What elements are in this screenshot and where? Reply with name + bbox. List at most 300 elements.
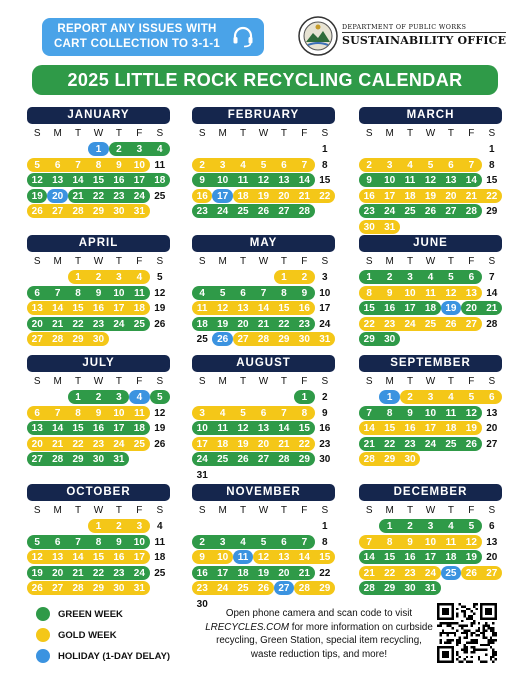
day-cell: 17 [192, 437, 212, 451]
day-cell: 13 [47, 173, 67, 187]
day-cell: 9 [88, 286, 108, 300]
empty-cell [400, 141, 420, 157]
day-cell: 19 [420, 189, 440, 203]
weekday-label: S [365, 376, 373, 387]
day-cell: 9 [294, 286, 314, 300]
day-cell: 23 [319, 438, 331, 450]
day-cell: 15 [68, 421, 88, 435]
weekday-label: T [240, 376, 247, 387]
day-cell: 10 [400, 286, 420, 300]
day-cell: 24 [129, 189, 149, 203]
day-cell: 1 [322, 144, 328, 155]
empty-cell [420, 141, 440, 157]
day-cell: 6 [441, 158, 461, 172]
day-cell: 20 [47, 566, 67, 580]
day-cell: 15 [274, 301, 294, 315]
day-cell: 21 [294, 566, 314, 580]
days-grid [359, 389, 502, 467]
day-cell: 23 [88, 317, 108, 331]
weekday-label: F [468, 376, 475, 387]
day-cell: 19 [461, 550, 481, 564]
empty-cell [27, 141, 47, 157]
day-cell: 29 [379, 452, 399, 466]
day-cell: 17 [129, 173, 149, 187]
month-february [192, 107, 335, 219]
day-cell: 11 [192, 301, 212, 315]
day-cell: 4 [212, 406, 232, 420]
weekday-label: S [488, 256, 496, 267]
month-title: MARCH [359, 107, 502, 124]
day-cell: 20 [486, 552, 498, 563]
day-cell: 16 [319, 423, 331, 434]
weekday-label: T [240, 256, 247, 267]
day-cell: 19 [233, 437, 253, 451]
empty-cell [27, 389, 47, 405]
day-cell: 20 [27, 317, 47, 331]
day-cell: 19 [154, 303, 166, 314]
weekday-label: F [301, 128, 308, 139]
day-cell: 7 [294, 535, 314, 549]
day-cell: 1 [88, 519, 108, 533]
day-cell: 8 [379, 535, 399, 549]
days-grid [192, 141, 335, 219]
day-cell: 16 [192, 566, 212, 580]
day-cell: 10 [109, 286, 129, 300]
day-cell: 17 [129, 550, 149, 564]
day-cell: 29 [68, 452, 88, 466]
day-cell: 1 [489, 144, 495, 155]
weekday-label: M [218, 376, 227, 387]
day-cell: 3 [129, 519, 149, 533]
weekday-label: T [280, 128, 287, 139]
day-cell: 14 [47, 301, 67, 315]
day-cell: 24 [420, 437, 440, 451]
weekday-label: W [425, 376, 436, 387]
info-line2: for more information on curbside recycling, Green Station, special item recycling, waste reduction tips, and more! [216, 621, 433, 660]
weekday-header [359, 255, 502, 269]
day-cell: 18 [192, 317, 212, 331]
holiday-swatch [36, 649, 50, 663]
day-cell: 28 [359, 581, 379, 595]
department-line: DEPARTMENT OF PUBLIC WORKS [342, 24, 506, 33]
empty-cell [441, 141, 461, 157]
month-june [359, 235, 502, 347]
weekday-label: F [136, 128, 143, 139]
weekday-label: T [447, 128, 454, 139]
empty-cell [253, 269, 273, 285]
day-cell: 21 [359, 437, 379, 451]
month-title: JUNE [359, 235, 502, 252]
day-cell: 30 [196, 598, 208, 610]
day-cell: 27 [486, 438, 498, 450]
day-cell: 4 [233, 158, 253, 172]
day-cell: 11 [154, 536, 166, 548]
office-line: SUSTAINABILITY OFFICE [342, 34, 507, 47]
day-cell: 16 [359, 189, 379, 203]
day-cell: 19 [441, 301, 461, 315]
day-cell: 26 [253, 204, 273, 218]
day-cell: 12 [461, 406, 481, 420]
weekday-label: S [321, 376, 329, 387]
day-cell: 23 [400, 437, 420, 451]
day-cell: 1 [359, 270, 379, 284]
day-cell: 15 [319, 175, 331, 186]
day-cell: 15 [379, 421, 399, 435]
day-cell: 24 [379, 204, 399, 218]
day-cell: 26 [461, 566, 481, 580]
day-cell: 8 [68, 406, 88, 420]
weekday-label: W [93, 505, 104, 516]
day-cell: 3 [322, 272, 328, 283]
weekday-label: S [321, 505, 329, 516]
day-cell: 12 [154, 407, 166, 419]
legend-holiday-label: HOLIDAY (1-DAY DELAY) [58, 650, 171, 662]
day-cell: 7 [359, 535, 379, 549]
month-january [27, 107, 170, 219]
day-cell: 19 [212, 317, 232, 331]
day-cell: 30 [379, 332, 399, 346]
day-cell: 12 [27, 550, 47, 564]
day-cell: 11 [233, 550, 253, 564]
day-cell: 20 [461, 301, 481, 315]
day-cell: 30 [319, 454, 331, 465]
day-cell: 16 [400, 421, 420, 435]
day-cell: 3 [109, 270, 129, 284]
day-cell: 17 [109, 421, 129, 435]
day-cell: 14 [486, 287, 498, 299]
empty-cell [27, 518, 47, 534]
weekday-label: W [425, 505, 436, 516]
day-cell: 3 [129, 142, 149, 156]
day-cell: 3 [420, 390, 440, 404]
day-cell: 2 [88, 270, 108, 284]
day-cell: 9 [88, 406, 108, 420]
day-cell: 21 [68, 566, 88, 580]
weekday-label: S [365, 256, 373, 267]
weekday-label: M [53, 256, 62, 267]
day-cell: 1 [294, 390, 314, 404]
day-cell: 31 [315, 332, 335, 346]
day-cell: 1 [322, 521, 328, 532]
day-cell: 1 [274, 270, 294, 284]
day-cell: 27 [482, 566, 502, 580]
day-cell: 24 [212, 581, 232, 595]
day-cell: 2 [192, 535, 212, 549]
weekday-header [192, 127, 335, 141]
empty-cell [192, 141, 212, 157]
empty-cell [253, 518, 273, 534]
day-cell: 4 [192, 286, 212, 300]
day-cell: 7 [489, 272, 495, 283]
month-title: APRIL [27, 235, 170, 252]
day-cell: 13 [253, 421, 273, 435]
day-cell: 1 [379, 519, 399, 533]
day-cell: 29 [486, 206, 498, 217]
day-cell: 28 [47, 332, 67, 346]
day-cell: 6 [253, 406, 273, 420]
weekday-label: F [136, 256, 143, 267]
day-cell: 14 [253, 301, 273, 315]
day-cell: 7 [274, 406, 294, 420]
day-cell: 6 [27, 406, 47, 420]
month-title: NOVEMBER [192, 484, 335, 501]
empty-cell [359, 389, 379, 405]
day-cell: 16 [109, 550, 129, 564]
day-cell: 13 [233, 301, 253, 315]
day-cell: 29 [379, 581, 399, 595]
empty-cell [47, 269, 67, 285]
day-cell: 21 [68, 189, 88, 203]
day-cell: 4 [441, 390, 461, 404]
day-cell: 6 [274, 158, 294, 172]
day-cell: 26 [420, 204, 440, 218]
day-cell: 31 [129, 581, 149, 595]
day-cell: 10 [420, 535, 440, 549]
day-cell: 17 [109, 301, 129, 315]
day-cell: 9 [109, 158, 129, 172]
day-cell: 27 [441, 204, 461, 218]
day-cell: 12 [253, 550, 273, 564]
day-cell: 22 [482, 189, 502, 203]
day-cell: 15 [486, 175, 498, 186]
day-cell: 23 [109, 566, 129, 580]
website-link[interactable]: LRECYCLES.COM [205, 621, 290, 633]
day-cell: 22 [359, 317, 379, 331]
weekday-label: S [156, 256, 164, 267]
day-cell: 20 [274, 566, 294, 580]
day-cell: 31 [109, 452, 129, 466]
weekday-label: M [53, 505, 62, 516]
weekday-label: F [301, 256, 308, 267]
day-cell: 18 [400, 189, 420, 203]
day-cell: 20 [27, 437, 47, 451]
department-header [342, 24, 506, 47]
day-cell: 9 [109, 535, 129, 549]
weekday-label: T [75, 128, 82, 139]
day-cell: 7 [359, 406, 379, 420]
empty-cell [47, 518, 67, 534]
day-cell: 18 [233, 566, 253, 580]
day-cell: 18 [129, 301, 149, 315]
empty-cell [27, 269, 47, 285]
day-cell: 29 [88, 204, 108, 218]
empty-cell [68, 141, 88, 157]
day-cell: 24 [319, 318, 331, 330]
day-cell: 25 [196, 334, 208, 345]
weekday-label: S [198, 128, 206, 139]
day-cell: 26 [27, 204, 47, 218]
day-cell: 21 [482, 301, 502, 315]
weekday-label: T [407, 128, 414, 139]
day-cell: 20 [274, 189, 294, 203]
weekday-label: S [156, 376, 164, 387]
weekday-label: T [280, 256, 287, 267]
day-cell: 1 [379, 390, 399, 404]
day-cell: 22 [68, 437, 88, 451]
month-title: JULY [27, 355, 170, 372]
day-cell: 30 [88, 452, 108, 466]
day-cell: 8 [489, 159, 495, 171]
day-cell: 26 [441, 317, 461, 331]
empty-cell [212, 518, 232, 534]
day-cell: 2 [109, 142, 129, 156]
days-grid [27, 389, 170, 467]
month-title: AUGUST [192, 355, 335, 372]
day-cell: 2 [109, 519, 129, 533]
days-grid [359, 141, 502, 234]
day-cell: 24 [212, 204, 232, 218]
month-april [27, 235, 170, 347]
day-cell: 30 [294, 332, 314, 346]
day-cell: 25 [400, 204, 420, 218]
weekday-label: W [258, 376, 269, 387]
day-cell: 17 [212, 189, 232, 203]
day-cell: 11 [129, 406, 149, 420]
day-cell: 28 [294, 581, 314, 595]
day-cell: 7 [253, 286, 273, 300]
legend-holiday [36, 648, 170, 664]
day-cell: 21 [294, 189, 314, 203]
day-cell: 8 [322, 159, 328, 171]
day-cell: 26 [27, 581, 47, 595]
day-cell: 6 [274, 535, 294, 549]
weekday-header [359, 504, 502, 518]
day-cell: 4 [129, 270, 149, 284]
day-cell: 1 [88, 142, 108, 156]
weekday-label: M [53, 128, 62, 139]
empty-cell [233, 389, 253, 405]
day-cell: 26 [253, 581, 273, 595]
day-cell: 2 [379, 270, 399, 284]
day-cell: 9 [379, 286, 399, 300]
day-cell: 23 [192, 581, 212, 595]
weekday-label: F [136, 376, 143, 387]
day-cell: 30 [359, 220, 379, 234]
empty-cell [359, 518, 379, 534]
weekday-label: W [258, 128, 269, 139]
day-cell: 31 [379, 220, 399, 234]
day-cell: 11 [400, 173, 420, 187]
day-cell: 28 [359, 452, 379, 466]
day-cell: 18 [233, 189, 253, 203]
weekday-label: S [321, 256, 329, 267]
weekday-header [192, 255, 335, 269]
day-cell: 14 [68, 173, 88, 187]
weekday-label: F [468, 505, 475, 516]
day-cell: 4 [129, 390, 149, 404]
weekday-label: S [365, 128, 373, 139]
day-cell: 5 [233, 406, 253, 420]
day-cell: 5 [150, 390, 170, 404]
day-cell: 16 [379, 301, 399, 315]
day-cell: 30 [400, 581, 420, 595]
day-cell: 6 [489, 521, 495, 532]
empty-cell [47, 141, 67, 157]
weekday-label: T [75, 505, 82, 516]
legend-gold [36, 627, 170, 643]
day-cell: 11 [154, 159, 166, 171]
empty-cell [192, 389, 212, 405]
day-cell: 21 [253, 317, 273, 331]
day-cell: 3 [420, 519, 440, 533]
day-cell: 9 [322, 407, 328, 419]
day-cell: 22 [379, 566, 399, 580]
day-cell: 9 [192, 173, 212, 187]
day-cell: 15 [359, 301, 379, 315]
days-grid [192, 389, 335, 482]
day-cell: 27 [461, 317, 481, 331]
day-cell: 30 [109, 204, 129, 218]
day-cell: 25 [233, 204, 253, 218]
legend [36, 606, 170, 669]
day-cell: 24 [400, 317, 420, 331]
day-cell: 16 [400, 550, 420, 564]
day-cell: 26 [154, 318, 166, 330]
day-cell: 4 [157, 521, 163, 532]
day-cell: 10 [379, 173, 399, 187]
weekday-label: M [218, 128, 227, 139]
day-cell: 2 [400, 519, 420, 533]
day-cell: 15 [379, 550, 399, 564]
day-cell: 16 [192, 189, 212, 203]
day-cell: 10 [129, 535, 149, 549]
day-cell: 7 [68, 158, 88, 172]
weekday-label: T [447, 256, 454, 267]
day-cell: 29 [274, 332, 294, 346]
day-cell: 25 [441, 437, 461, 451]
month-august [192, 355, 335, 482]
weekday-label: T [240, 128, 247, 139]
days-grid [192, 518, 335, 611]
day-cell: 19 [27, 566, 47, 580]
day-cell: 6 [47, 535, 67, 549]
day-cell: 14 [47, 421, 67, 435]
qr-code[interactable] [437, 603, 497, 663]
day-cell: 31 [129, 204, 149, 218]
month-title: DECEMBER [359, 484, 502, 501]
calendar-title: 2025 LITTLE ROCK RECYCLING CALENDAR [32, 65, 498, 95]
day-cell: 14 [294, 173, 314, 187]
day-cell: 7 [47, 406, 67, 420]
empty-cell [233, 518, 253, 534]
weekday-label: W [93, 256, 104, 267]
weekday-label: M [385, 128, 394, 139]
day-cell: 4 [400, 158, 420, 172]
day-cell: 1 [68, 270, 88, 284]
info-line1: Open phone camera and scan code to visit [225, 608, 413, 619]
day-cell: 25 [154, 567, 166, 579]
day-cell: 16 [109, 173, 129, 187]
weekday-label: T [75, 256, 82, 267]
day-cell: 14 [359, 421, 379, 435]
weekday-label: T [240, 505, 247, 516]
day-cell: 27 [27, 452, 47, 466]
weekday-label: F [136, 505, 143, 516]
day-cell: 24 [420, 566, 440, 580]
day-cell: 15 [68, 301, 88, 315]
empty-cell [233, 141, 253, 157]
day-cell: 4 [441, 519, 461, 533]
day-cell: 21 [274, 437, 294, 451]
day-cell: 17 [212, 566, 232, 580]
day-cell: 27 [253, 452, 273, 466]
day-cell: 12 [154, 287, 166, 299]
weekday-label: W [93, 128, 104, 139]
weekday-header [359, 127, 502, 141]
weekday-label: T [115, 376, 122, 387]
day-cell: 30 [109, 581, 129, 595]
weekday-label: T [280, 505, 287, 516]
